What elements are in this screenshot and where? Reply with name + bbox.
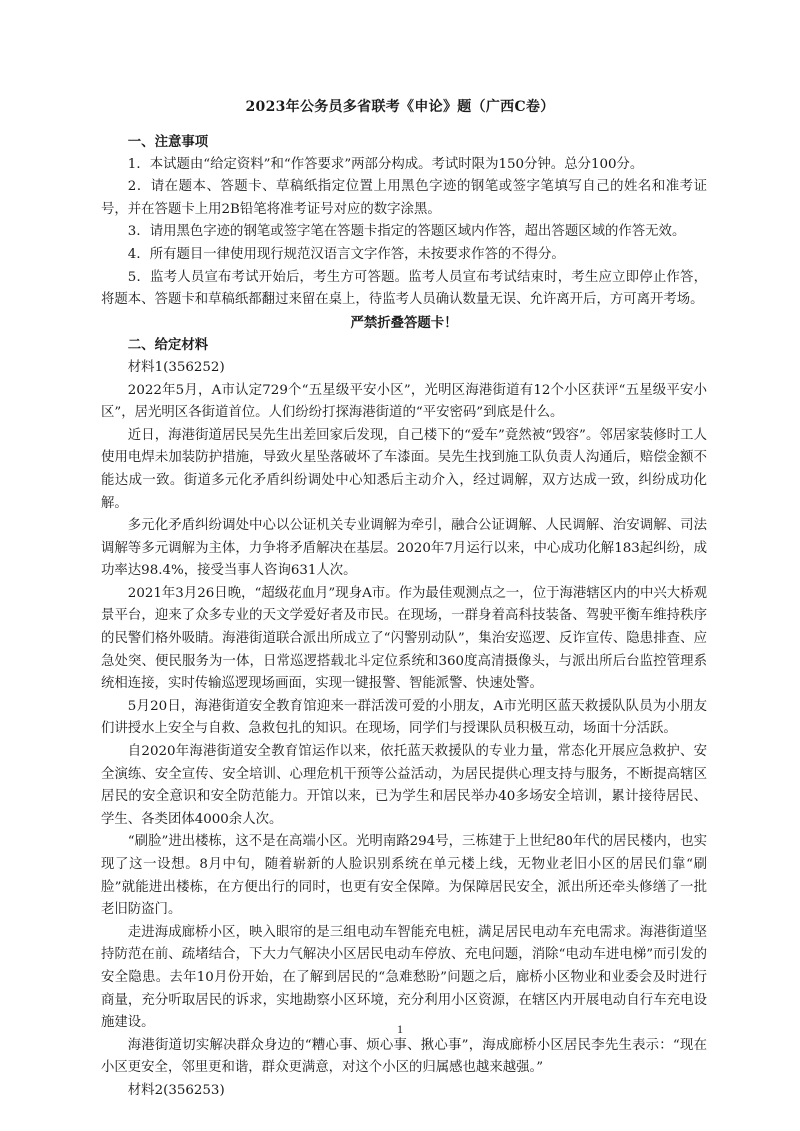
document-title: 2023年公务员多省联考《申论》题（广西C卷）	[245, 99, 555, 115]
material-paragraph: “刷脸”进出楼栋，这不是在高端小区。光明南路294号，三栋建于上世纪80年代的居民楼内，也实现了这一设想。8月中旬，随着崭新的人脸识别系统在单元楼上线，无物业老旧小区的居民们靠“刷脸”就能进出楼栋，在方便出行的同时，也更有安全保障。为保障居民安全，派出所还牵头修缮了一批老旧防盗门。	[101, 834, 707, 918]
note-item-4: 4．所有题目一律使用现行规范汉语言文字作答，未按要求作答的不得分。	[127, 246, 565, 262]
section-heading-materials: 二、给定材料	[127, 337, 209, 354]
material-paragraph: 2022年5月，A市认定729个“五星级平安小区”，光明区海港街道有12个小区获评“五星级平安小区”，居光明区各街道首位。人们纷纷打探海港街道的“平安密码”到底是什么。	[101, 382, 707, 421]
document-body	[101, 131, 707, 1103]
material-paragraph: 近日，海港街道居民吴先生出差回家后发现，自己楼下的“爱车”竟然被“毁容”。邻居家装修时工人使用电焊未加装防护措施，导致火星坠落破坏了车漆面。吴先生找到施工队负责人沟通后，赔偿金额不能达成一致。街道多元化矛盾纠纷调处中心知悉后主动介入，经过调解，双方达成一致，纠纷成功化解。	[101, 427, 707, 511]
no-folding-notice: 严禁折叠答题卡！	[350, 314, 458, 331]
note-item-5: 5．监考人员宣布考试开始后，考生方可答题。监考人员宣布考试结束时，考生应立即停止作答，将题本、答题卡和草稿纸都翻过来留在桌上，待监考人员确认数量无误、允许离开后，方可离开考场。	[101, 269, 707, 308]
material-paragraph: 自2020年海港街道安全教育馆运作以来，依托蓝天救援队的专业力量，常态化开展应急救护、安全演练、安全宣传、安全培训、心理危机干预等公益活动，为居民提供心理支持与服务，不断提高辖区居民的安全意识和安全防范能力。开馆以来，已为学生和居民举办40多场安全培训，累计接待居民、学生、各类团体4000余人次。	[101, 744, 707, 827]
material-paragraph: 5月20日，海港街道安全教育馆迎来一群活泼可爱的小朋友，A市光明区蓝天救援队队员为小朋友们讲授水上安全与自救、急救包扎的知识。在现场，同学们与授课队员积极互动，场面十分活跃。	[101, 698, 707, 737]
section-heading-notes: 一、注意事项	[127, 134, 209, 150]
material-paragraph: 2021年3月26日晚，“超级花血月”现身A市。作为最佳观测点之一，位于海港辖区内的中兴大桥观景平台，迎来了众多专业的天文学爱好者及市民。在现场，一群身着高科技装备、驾驶平衡车维持秩序的民警们格外吸睛。海港街道联合派出所成立了“闪警别动队”，集治安巡逻、反诈宣传、隐患排查、应急处突、便民服务为一体，日常巡逻搭载北斗定位系统和360度高清摄像头，与派出所后台监控管理系统相连接，实时传输巡逻现场画面，实现一键报警、智能派警、快速处警。	[101, 585, 707, 692]
note-item-3: 3．请用黑色字迹的钢笔或签字笔在答题卡指定的答题区域内作答，超出答题区域的作答无效。	[127, 224, 686, 240]
note-item-2: 2．请在题本、答题卡、草稿纸指定位置上用黑色字迹的钢笔或签字笔填写自己的姓名和准考证号，并在答题卡上用2B铅笔将准考证号对应的数字涂黑。	[101, 179, 707, 217]
material-paragraph: 海港街道切实解决群众身边的“糟心事、烦心事、揪心事”，海成廊桥小区居民李先生表示：“现在小区更安全，邻里更和谐，群众更满意，对这个小区的归属感也越来越强。”	[101, 1037, 707, 1076]
material-paragraph: 多元化矛盾纠纷调处中心以公证机关专业调解为牵引，融合公证调解、人民调解、治安调解、司法调解等多元调解为主体，力争将矛盾解决在基层。2020年7月运行以来，中心成功化解183起纠纷，成功率达98.4%，接受当事人咨询631人次。	[101, 518, 707, 579]
material-1-label: 材料1(356252)	[127, 359, 225, 375]
material-paragraph: 走进海成廊桥小区，映入眼帘的是三组电动车智能充电桩，满足居民电动车充电需求。海港街道坚持防范在前、疏堵结合，下大力气解决小区居民电动车停放、充电问题，消除“电动车进电梯”而引发的安全隐患。去年10月份开始，在了解到居民的“急难愁盼”问题之后，廊桥小区物业和业委会及时进行商量，充分听取居民的诉求，实地勘察小区环境，充分利用小区资源，在辖区内开展电动自行车充电设施建设。	[101, 924, 707, 1031]
page-number: 1	[397, 1022, 403, 1036]
material-2-label: 材料2(356253)	[127, 1082, 225, 1098]
note-item-1: 1．本试题由“给定资料”和“作答要求”两部分构成。考试时限为150分钟。总分100分。	[127, 156, 644, 172]
